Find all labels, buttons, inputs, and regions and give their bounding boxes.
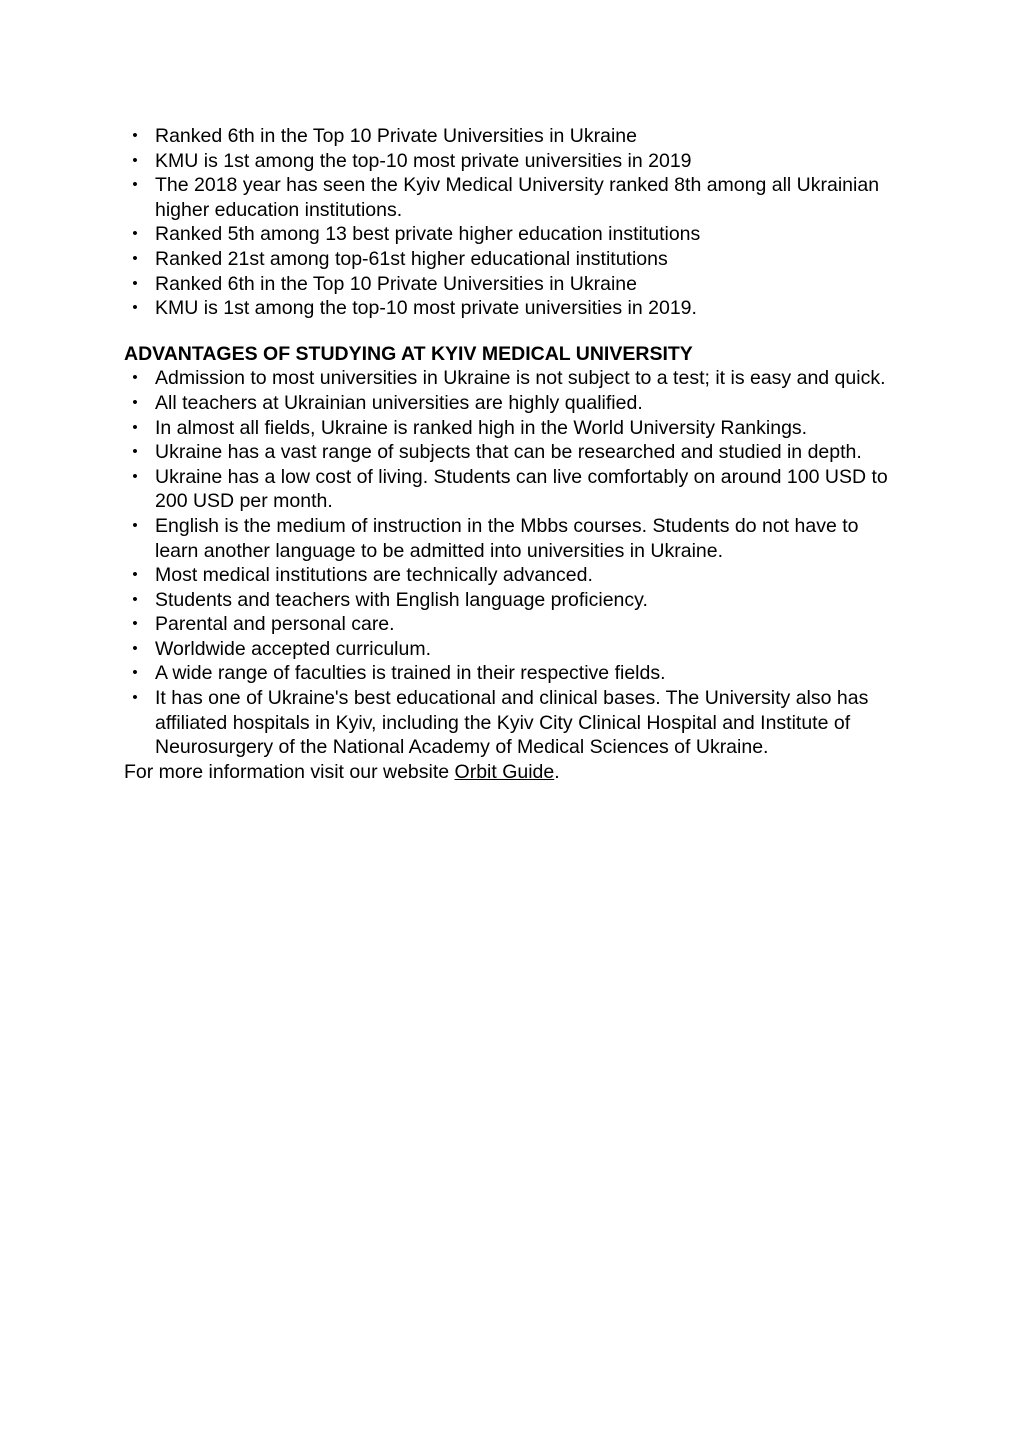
list-item: [124, 173, 904, 222]
list-item-text: Admission to most universities in Ukraine is not subject to a test; it is easy and quick.: [155, 367, 886, 390]
list-item: [124, 686, 904, 760]
advantages-list: [124, 366, 904, 760]
bullet-icon: •: [132, 225, 138, 243]
bullet-icon: •: [132, 393, 138, 411]
bullet-icon: •: [132, 566, 138, 584]
list-item: [124, 612, 904, 637]
list-item-text: In almost all fields, Ukraine is ranked high in the World University Rankings.: [155, 416, 808, 439]
list-item-text: The 2018 year has seen the Kyiv Medical University ranked 8th among all Ukrainian higher education institutions.: [155, 174, 880, 221]
list-item: [124, 588, 904, 613]
list-item: [124, 391, 904, 416]
list-item: [124, 149, 904, 174]
list-item-text: It has one of Ukraine's best educational and clinical bases. The University also has affiliated hospitals in Kyiv, including the Kyiv City Clinical Hospital and Institute of Neurosurgery of the National Academy of Medical Sciences of Ukraine.: [155, 687, 869, 759]
bullet-icon: •: [132, 516, 138, 534]
list-item-text: Ranked 5th among 13 best private higher education institutions: [155, 223, 701, 246]
bullet-icon: •: [132, 664, 138, 682]
list-item: [124, 272, 904, 297]
document-body: [124, 124, 904, 784]
list-item: [124, 296, 904, 321]
bullet-icon: •: [132, 418, 138, 436]
advantages-heading: ADVANTAGES OF STUDYING AT KYIV MEDICAL UNIVERSITY: [124, 342, 693, 365]
list-item-text: Ranked 6th in the Top 10 Private Universities in Ukraine: [155, 272, 637, 295]
list-item-text: Students and teachers with English language proficiency.: [155, 588, 648, 611]
list-item: [124, 222, 904, 247]
list-item-text: A wide range of faculties is trained in their respective fields.: [155, 662, 666, 685]
list-item-text: Ukraine has a vast range of subjects that can be researched and studied in depth.: [155, 441, 862, 464]
more-info-text: For more information visit our website: [124, 760, 455, 783]
list-item-text: Ranked 6th in the Top 10 Private Universities in Ukraine: [155, 125, 637, 147]
list-item-text: Parental and personal care.: [155, 613, 395, 636]
bullet-icon: •: [132, 689, 138, 707]
list-item-text: Ukraine has a low cost of living. Students can live comfortably on around 100 USD to 200 USD per month.: [155, 465, 888, 513]
list-item: [124, 124, 904, 149]
list-item: [124, 465, 904, 514]
more-info-line: [124, 760, 904, 785]
list-item: [124, 416, 904, 441]
list-item-text: All teachers at Ukrainian universities are highly qualified.: [155, 391, 643, 414]
list-item-text: Worldwide accepted curriculum.: [155, 637, 431, 660]
list-item: [124, 563, 904, 588]
list-item: [124, 514, 904, 563]
list-item: [124, 637, 904, 662]
more-info-period: .: [554, 760, 560, 783]
list-item: [124, 440, 904, 465]
list-item-text: KMU is 1st among the top-10 most private universities in 2019: [155, 149, 692, 172]
bullet-icon: •: [132, 369, 138, 387]
bullet-icon: •: [132, 249, 138, 267]
bullet-icon: •: [132, 151, 138, 169]
bullet-icon: •: [132, 590, 138, 608]
list-item: [124, 661, 904, 686]
bullet-icon: •: [132, 274, 138, 292]
list-item: [124, 247, 904, 272]
bullet-icon: •: [132, 467, 138, 485]
list-item-text: English is the medium of instruction in the Mbbs courses. Students do not have to learn another language to be admitted into universities in Ukraine.: [155, 514, 859, 562]
list-item-text: KMU is 1st among the top-10 most private universities in 2019.: [155, 297, 697, 320]
bullet-icon: •: [132, 299, 138, 317]
bullet-icon: •: [132, 127, 138, 144]
list-item-text: Ranked 21st among top-61st higher educational institutions: [155, 247, 668, 270]
list-item-text: Most medical institutions are technically advanced.: [155, 564, 593, 587]
bullet-icon: •: [132, 176, 138, 194]
bullet-icon: •: [132, 443, 138, 461]
bullet-icon: •: [132, 639, 138, 657]
bullet-icon: •: [132, 615, 138, 633]
orbit-guide-link[interactable]: Orbit Guide: [454, 760, 555, 783]
list-item: [124, 366, 904, 391]
rankings-list: [124, 124, 904, 321]
